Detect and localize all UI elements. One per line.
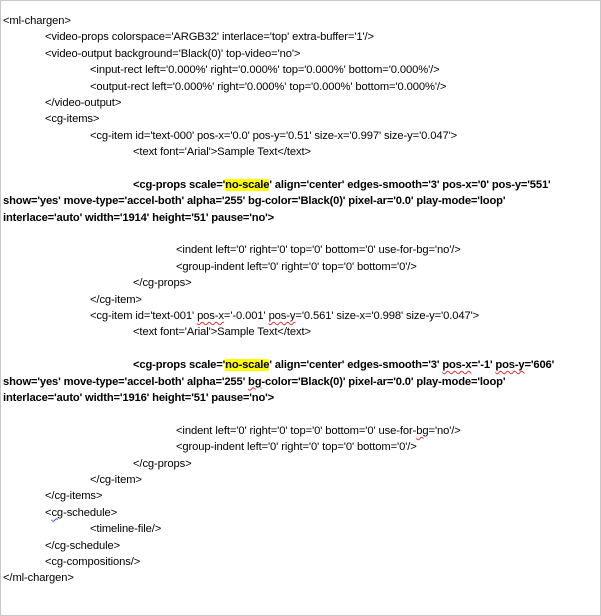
code-line [3,456,598,472]
line-text: ='606' [524,359,555,372]
flagged-word: pos-y [495,359,525,372]
code-line [3,488,598,504]
line-text: ='no'/> [428,424,461,437]
line-text: <text font='Arial'>Sample Text</text> [133,326,311,339]
code-line [3,570,598,586]
code-line [3,128,598,144]
code-line [3,538,598,554]
code-line [3,95,598,111]
code-line [3,472,598,488]
line-text: </cg-item> [90,293,142,306]
flagged-word: cg [51,506,64,519]
code-line [3,46,598,62]
code-line [3,357,598,373]
line-text: show='yes' move-type='accel-both' alpha='255' [3,375,249,388]
code-line [3,554,598,570]
line-text: </ml-chargen> [3,572,74,585]
code-line [3,308,598,324]
line-text: <video-output background='Black(0)' top-video='no'> [45,47,301,60]
code-line [3,390,598,406]
code-line [3,374,598,390]
line-text: <cg-compositions/> [45,555,141,568]
line-text: <text font='Arial'>Sample Text</text> [133,146,311,159]
flagged-word: pos-x [442,359,472,372]
code-line [3,79,598,95]
line-text: interlace='auto' width='1914' height='51' pause='no'> [3,211,275,224]
code-line [3,505,598,521]
code-line [3,242,598,258]
line-text: <output-rect left='0.000%' right='0.000%' top='0.000%' bottom='0.000%'/> [90,80,447,93]
line-text: <input-rect left='0.000%' right='0.000%' top='0.000%' bottom='0.000%'/> [90,64,440,77]
code-line [3,259,598,275]
flagged-word: pos-y [268,310,296,323]
line-text: <cg-props scale=' [133,178,226,191]
highlighted-text: no-scale [225,178,270,191]
code-line [3,324,598,340]
line-text: ' align='center' edges-smooth='3' [269,359,443,372]
code-line [3,193,598,209]
blank-line [3,406,598,422]
highlighted-text: no-scale [225,359,270,372]
line-text: <timeline-file/> [90,523,162,536]
line-text: <cg-item id='text-001' [90,310,198,323]
line-text: </cg-props> [133,457,192,470]
line-text: </cg-schedule> [45,539,121,552]
code-line [3,29,598,45]
line-text: <indent left='0' right='0' top='0' bottom='0' use-for-bg='no'/> [176,244,461,257]
line-text: </cg-props> [133,277,192,290]
line-text: <ml-chargen> [3,15,71,27]
line-text: show='yes' move-type='accel-both' alpha='255' bg-color='Black(0)' pixel-ar='0.0' play-mode='loop' [3,195,506,208]
line-text: </cg-items> [45,490,103,503]
line-text: <cg-props scale=' [133,359,226,372]
blank-line [3,226,598,242]
line-text: -color='Black(0)' pixel-ar='0.0' play-mode='loop' [261,375,506,388]
flagged-word: bg [248,375,262,388]
line-text: ='-0.001' [223,310,269,323]
line-text: <video-props colorspace='ARGB32' interlace='top' extra-buffer='1'/> [45,31,374,44]
blank-line [3,341,598,357]
code-line [3,292,598,308]
line-text: <group-indent left='0' right='0' top='0' bottom='0'/> [176,441,417,454]
code-line [3,144,598,160]
line-text: <cg-item id='text-000' pos-x='0.0' pos-y='0.51' size-x='0.997' size-y='0.047'> [90,129,458,142]
code-line [3,439,598,455]
code-line [3,62,598,78]
xml-document [3,13,598,587]
line-text: <group-indent left='0' right='0' top='0' bottom='0'/> [176,260,417,273]
line-text: interlace='auto' width='1916' height='51' pause='no'> [3,391,275,404]
line-text: <indent left='0' right='0' top='0' bottom='0' use-for- [176,424,417,437]
line-text: </video-output> [45,96,122,109]
line-text: ='0.561' size-x='0.998' size-y='0.047'> [295,310,480,323]
line-text: -schedule> [63,506,118,519]
code-line [3,177,598,193]
line-text: <cg-items> [45,113,100,126]
blank-line [3,161,598,177]
code-line [3,13,598,29]
flagged-word: pos-x [197,310,224,323]
code-line [3,210,598,226]
line-text: ='-1' [471,359,496,372]
flagged-word: bg [416,424,429,437]
line-text: < [45,506,52,519]
code-line [3,275,598,291]
line-text: </cg-item> [90,473,142,486]
code-line [3,111,598,127]
code-line [3,521,598,537]
line-text: ' align='center' edges-smooth='3' pos-x='0' pos-y='551' [269,178,551,191]
code-line [3,423,598,439]
